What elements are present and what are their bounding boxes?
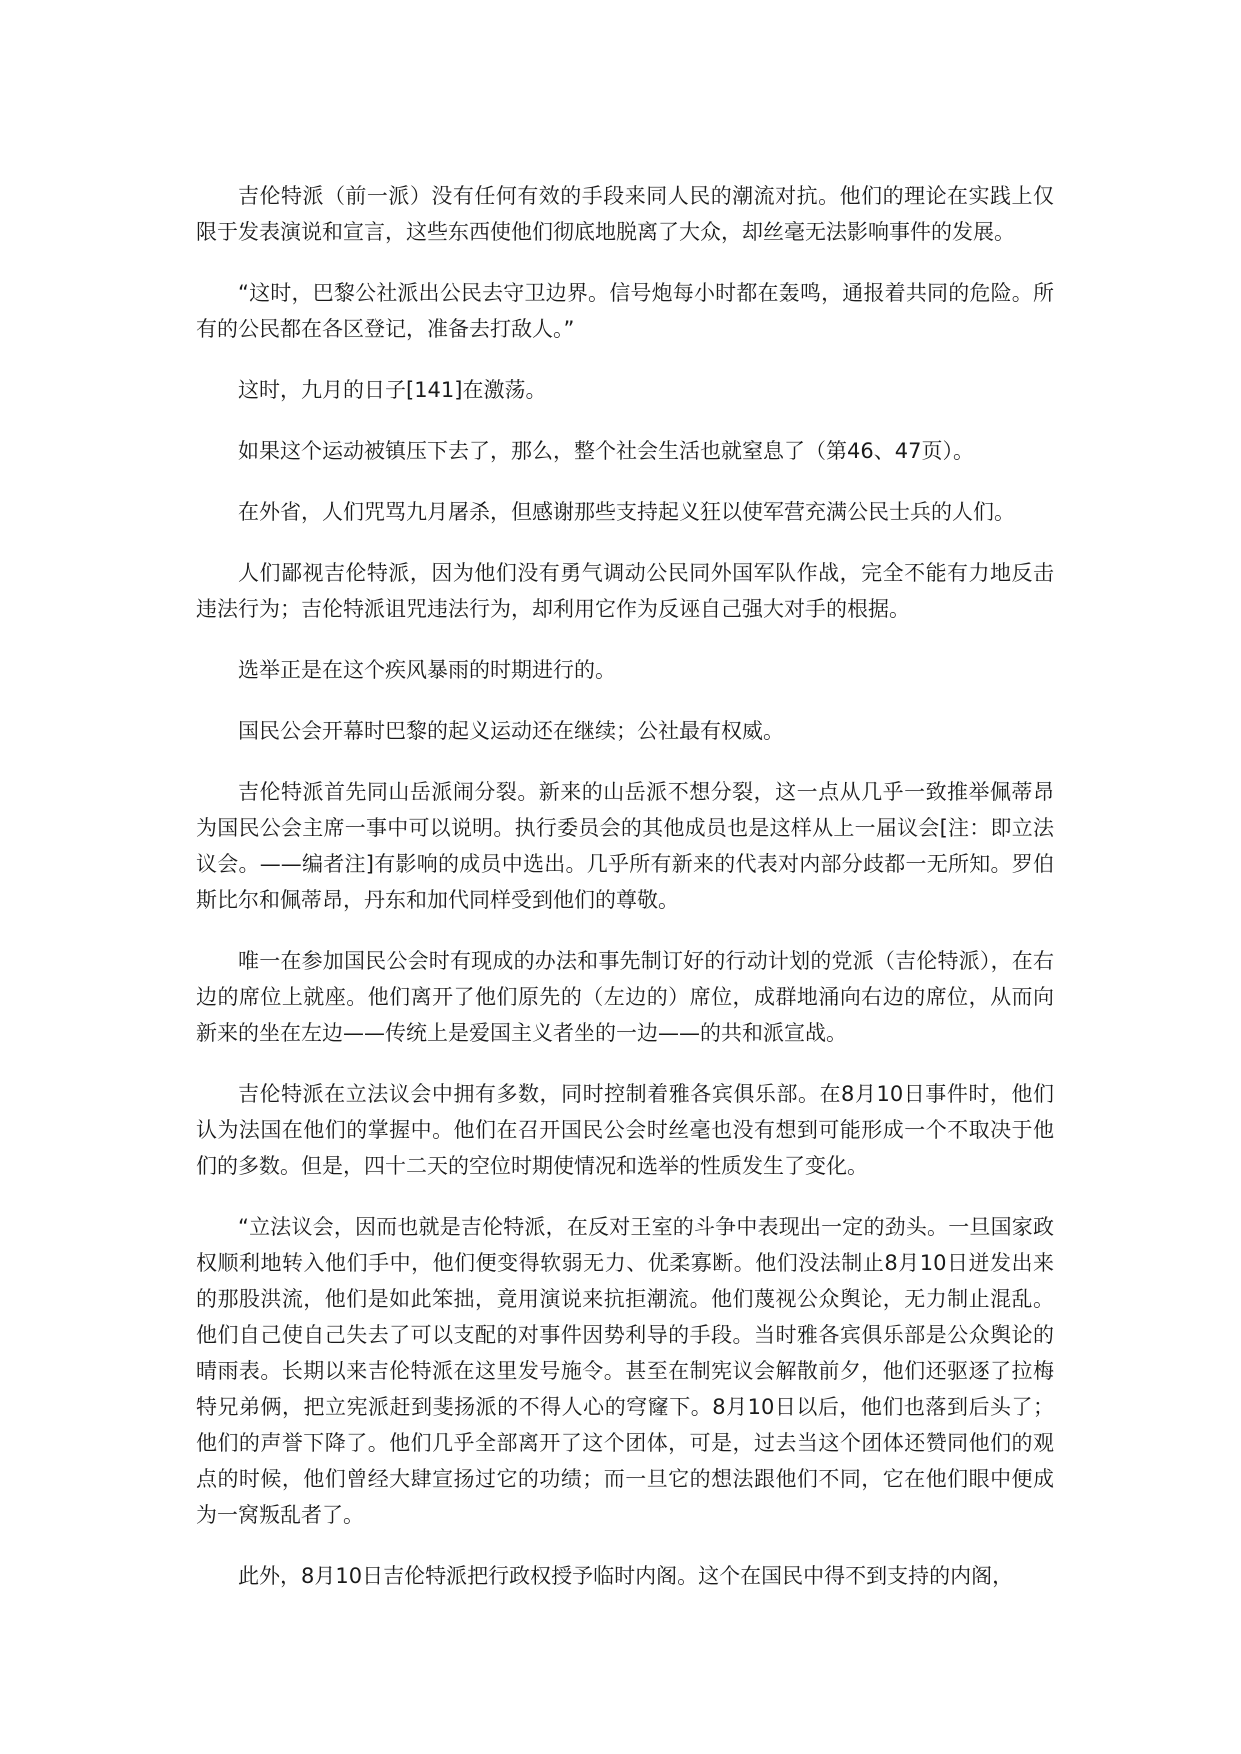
document-body	[196, 178, 1054, 1619]
paragraph-5: 在外省，人们咒骂九月屠杀，但感谢那些支持起义狂以使军营充满公民士兵的人们。	[238, 500, 1015, 524]
paragraph-8: 国民公会开幕时巴黎的起义运动还在继续；公社最有权威。	[238, 719, 784, 743]
paragraph-11: 吉伦特派在立法议会中拥有多数，同时控制着雅各宾俱乐部。在8月10日事件时，他们认为法国在他们的掌握中。他们在召开国民公会时丝毫也没有想到可能形成一个不取决于他们的多数。但是，四十二天的空位时期使情况和选举的性质发生了变化。	[196, 1082, 1054, 1178]
paragraph-3: 这时，九月的日子[141]在激荡。	[238, 378, 547, 402]
paragraph-12: “立法议会，因而也就是吉伦特派，在反对王室的斗争中表现出一定的劲头。一旦国家政权顺利地转入他们手中，他们便变得软弱无力、优柔寡断。他们没法制止8月10日迸发出来的那股洪流，他们是如此笨拙，竟用演说来抗拒潮流。他们蔑视公众舆论，无力制止混乱。他们自己使自己失去了可以支配的对事件因势利导的手段。当时雅各宾俱乐部是公众舆论的晴雨表。长期以来吉伦特派在这里发号施令。甚至在制宪议会解散前夕，他们还驱逐了拉梅特兄弟俩，把立宪派赶到斐扬派的不得人心的穹窿下。8月10日以后，他们也落到后头了；他们的声誉下降了。他们几乎全部离开了这个团体，可是，过去当这个团体还赞同他们的观点的时候，他们曾经大肆宣扬过它的功绩；而一旦它的想法跟他们不同，它在他们眼中便成为一窝叛乱者了。	[196, 1215, 1054, 1527]
paragraph-7: 选举正是在这个疾风暴雨的时期进行的。	[238, 658, 616, 682]
paragraph-13: 此外，8月10日吉伦特派把行政权授予临时内阁。这个在国民中得不到支持的内阁，	[238, 1564, 1014, 1588]
paragraph-10: 唯一在参加国民公会时有现成的办法和事先制订好的行动计划的党派（吉伦特派），在右边的席位上就座。他们离开了他们原先的（左边的）席位，成群地涌向右边的席位，从而向新来的坐在左边——传统上是爱国主义者坐的一边——的共和派宣战。	[196, 949, 1054, 1045]
paragraph-9: 吉伦特派首先同山岳派闹分裂。新来的山岳派不想分裂，这一点从几乎一致推举佩蒂昂为国民公会主席一事中可以说明。执行委员会的其他成员也是这样从上一届议会[注：即立法议会。——编者注]有影响的成员中选出。几乎所有新来的代表对内部分歧都一无所知。罗伯斯比尔和佩蒂昂，丹东和加代同样受到他们的尊敬。	[196, 780, 1054, 912]
paragraph-4: 如果这个运动被镇压下去了，那么，整个社会生活也就窒息了（第46、47页）。	[238, 439, 974, 463]
paragraph-2: “这时，巴黎公社派出公民去守卫边界。信号炮每小时都在轰鸣，通报着共同的危险。所有的公民都在各区登记，准备去打敌人。”	[196, 281, 1054, 341]
paragraph-1: 吉伦特派（前一派）没有任何有效的手段来同人民的潮流对抗。他们的理论在实践上仅限于发表演说和宣言，这些东西使他们彻底地脱离了大众，却丝毫无法影响事件的发展。	[196, 184, 1054, 244]
paragraph-6: 人们鄙视吉伦特派，因为他们没有勇气调动公民同外国军队作战，完全不能有力地反击违法行为；吉伦特派诅咒违法行为，却利用它作为反诬自己强大对手的根据。	[196, 561, 1054, 621]
